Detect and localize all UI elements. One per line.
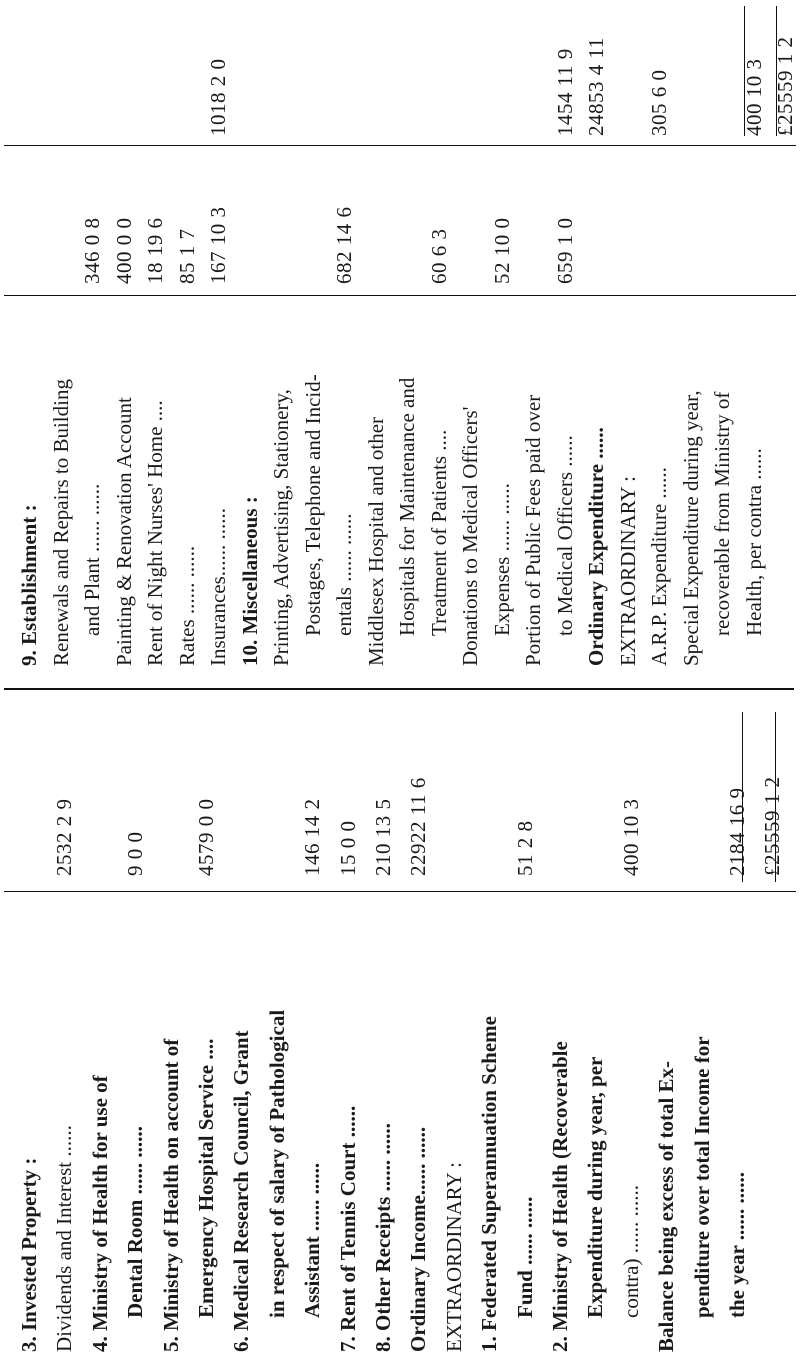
row-label: Special Expenditure during year,	[678, 390, 703, 666]
subtotal-cell: 60 6 3	[426, 228, 451, 284]
row-label: Donations to Medical Officers'	[458, 406, 482, 666]
subtotal-cell: 18 19 6	[143, 217, 167, 284]
row-label: Fund ...... ......	[512, 1196, 537, 1318]
ledger-row	[487, 0, 519, 676]
ledger-row	[651, 698, 686, 1362]
row-label: Painting & Renovation Account	[111, 397, 136, 666]
row-label: in respect of salary of Pathological	[264, 1009, 289, 1318]
row-label: A.R.P. Expenditure ......	[647, 467, 671, 666]
amount-cell: 2184 16 9	[725, 787, 749, 876]
ledger-row	[580, 698, 615, 1362]
ledger-row	[298, 0, 330, 676]
ledger-row	[85, 698, 120, 1362]
row-label: Rent of Night Nurses' Home ....	[143, 400, 167, 666]
amount-cell: 22922 11 6	[406, 777, 431, 876]
row-label: contra) ...... ......	[618, 1185, 643, 1318]
row-label: 10. Miscellaneous :	[237, 496, 262, 666]
ledger-row	[120, 698, 155, 1362]
ledger-row	[235, 0, 267, 676]
ledger-row	[424, 0, 456, 676]
ledger-row	[474, 698, 509, 1362]
row-label: Insurances...... ......	[206, 507, 230, 666]
ledger-row	[49, 698, 84, 1362]
row-label: the year ...... ......	[725, 1171, 749, 1318]
amount-cell: 210 13 5	[371, 798, 395, 876]
ledger-row	[455, 0, 487, 676]
row-label: Hospitals for Maintenance and	[395, 377, 419, 636]
ledger-row	[140, 0, 172, 676]
ledger-row	[368, 698, 403, 1362]
row-label: to Medical Officers ......	[552, 435, 577, 636]
subtotal-cell: 400 0 0	[111, 217, 136, 284]
row-label: recoverable from Ministry of	[710, 391, 734, 636]
amount-cell: 2532 2 9	[52, 798, 77, 876]
row-label: Assistant ...... ......	[300, 1162, 325, 1318]
subtotal-cell: 682 14 6	[332, 206, 356, 284]
subtotal-cell: 659 1 0	[552, 217, 577, 284]
ledger-row	[439, 698, 474, 1362]
ledger-row	[616, 698, 651, 1362]
row-label: Balance being excess of total Ex-	[654, 1060, 679, 1352]
amount-cell: 400 10 3	[618, 798, 643, 876]
ledger-row	[757, 698, 792, 1362]
amount-cell: 400 10 3	[741, 58, 766, 136]
amount-cell: £25559 1 2	[773, 36, 797, 136]
row-label: Emergency Hospital Service ....	[194, 1038, 218, 1318]
ledger-row	[333, 698, 368, 1362]
row-label: 8. Other Receipts ...... ......	[371, 1123, 395, 1352]
ledger-row	[644, 0, 676, 676]
amount-cell: £25559 1 2	[760, 776, 785, 876]
row-label: penditure over total Income for	[689, 1036, 714, 1318]
row-label: 6. Medical Research Council, Grant	[229, 1030, 254, 1352]
ledger-row	[770, 0, 800, 676]
amount-cell: 4579 0 0	[194, 798, 218, 876]
row-label: 9. Establishment :	[17, 504, 41, 666]
row-label: Middlesex Hospital and other	[363, 416, 388, 666]
ledger-row	[739, 0, 771, 676]
row-label: entals ...... ......	[332, 513, 356, 636]
subtotal-cell: 346 0 8	[80, 217, 104, 284]
subtotal-cell: 52 10 0	[489, 217, 514, 284]
row-label: EXTRAORDINARY :	[615, 476, 640, 666]
row-label: EXTRAORDINARY :	[441, 1162, 466, 1352]
row-label: Expenses ...... ......	[489, 483, 514, 636]
row-label: 4. Ministry of Health for use of	[87, 1075, 112, 1352]
row-label: Postages, Telephone and Incid-	[300, 374, 325, 636]
row-label: Printing, Advertising, Stationery,	[269, 389, 293, 666]
amount-cell: 15 0 0	[335, 820, 360, 876]
ledger-row	[550, 0, 582, 676]
amount-cell: 305 6 0	[647, 69, 671, 136]
amount-cell: 1018 2 0	[206, 58, 230, 136]
ledger-row	[403, 698, 438, 1362]
amount-cell: 9 0 0	[123, 831, 148, 876]
income-column	[0, 698, 800, 1362]
ledger-row	[226, 698, 261, 1362]
expenditure-column	[0, 0, 800, 676]
row-label: Dividends and Interest ......	[52, 1125, 77, 1352]
ledger-row	[581, 0, 613, 676]
row-label: Health, per contra ......	[741, 448, 766, 636]
ledger-row	[46, 0, 78, 676]
ledger-row	[262, 698, 297, 1362]
ledger-row	[545, 698, 580, 1362]
ledger-row	[172, 0, 204, 676]
row-label: 2. Ministry of Health (Recoverable	[548, 1041, 572, 1352]
ledger-row	[518, 0, 550, 676]
row-label: 1. Federated Superannuation Scheme	[477, 1016, 502, 1352]
ledger-row	[613, 0, 645, 676]
ledger-row	[329, 0, 361, 676]
amount-cell: 24853 4 11	[584, 37, 608, 136]
row-label: Ordinary Expenditure ......	[584, 427, 608, 666]
ledger-row	[392, 0, 424, 676]
ledger-row	[203, 0, 235, 676]
amount-cell: 1454 11 9	[552, 48, 577, 136]
row-label: Ordinary Income...... ......	[406, 1126, 431, 1352]
row-label: Treatment of Patients ....	[426, 429, 451, 636]
ledger-row	[722, 698, 757, 1362]
row-label: and Plant ...... ......	[80, 483, 104, 636]
ledger-row	[687, 698, 722, 1362]
ledger-row	[109, 0, 141, 676]
row-label: Rates ...... ......	[174, 545, 199, 666]
row-label: Portion of Public Fees paid over	[521, 394, 545, 666]
row-label: Expenditure during year, per	[583, 1056, 608, 1318]
ledger-row	[77, 0, 109, 676]
subtotal-cell: 167 10 3	[206, 206, 230, 284]
ledger-row	[297, 698, 332, 1362]
row-label: 3. Invested Property :	[17, 1157, 41, 1352]
ledger-row	[14, 698, 49, 1362]
ledger-row	[510, 698, 545, 1362]
ledger-row	[14, 0, 46, 676]
row-label: Dental Room ...... ......	[123, 1126, 148, 1318]
row-label: 7. Rent of Tennis Court ......	[335, 1105, 360, 1352]
ledger-row	[156, 698, 191, 1362]
ledger-row	[676, 0, 708, 676]
ledger-row	[266, 0, 298, 676]
ledger-row	[191, 698, 226, 1362]
ledger-row	[361, 0, 393, 676]
amount-cell: 51 2 8	[512, 820, 537, 876]
center-divider	[4, 688, 794, 690]
row-label: 5. Ministry of Health on account of	[158, 1038, 183, 1352]
subtotal-cell: 85 1 7	[174, 228, 199, 284]
row-label: Renewals and Repairs to Building	[48, 379, 73, 666]
amount-cell: 146 14 2	[300, 798, 325, 876]
ledger-row	[707, 0, 739, 676]
